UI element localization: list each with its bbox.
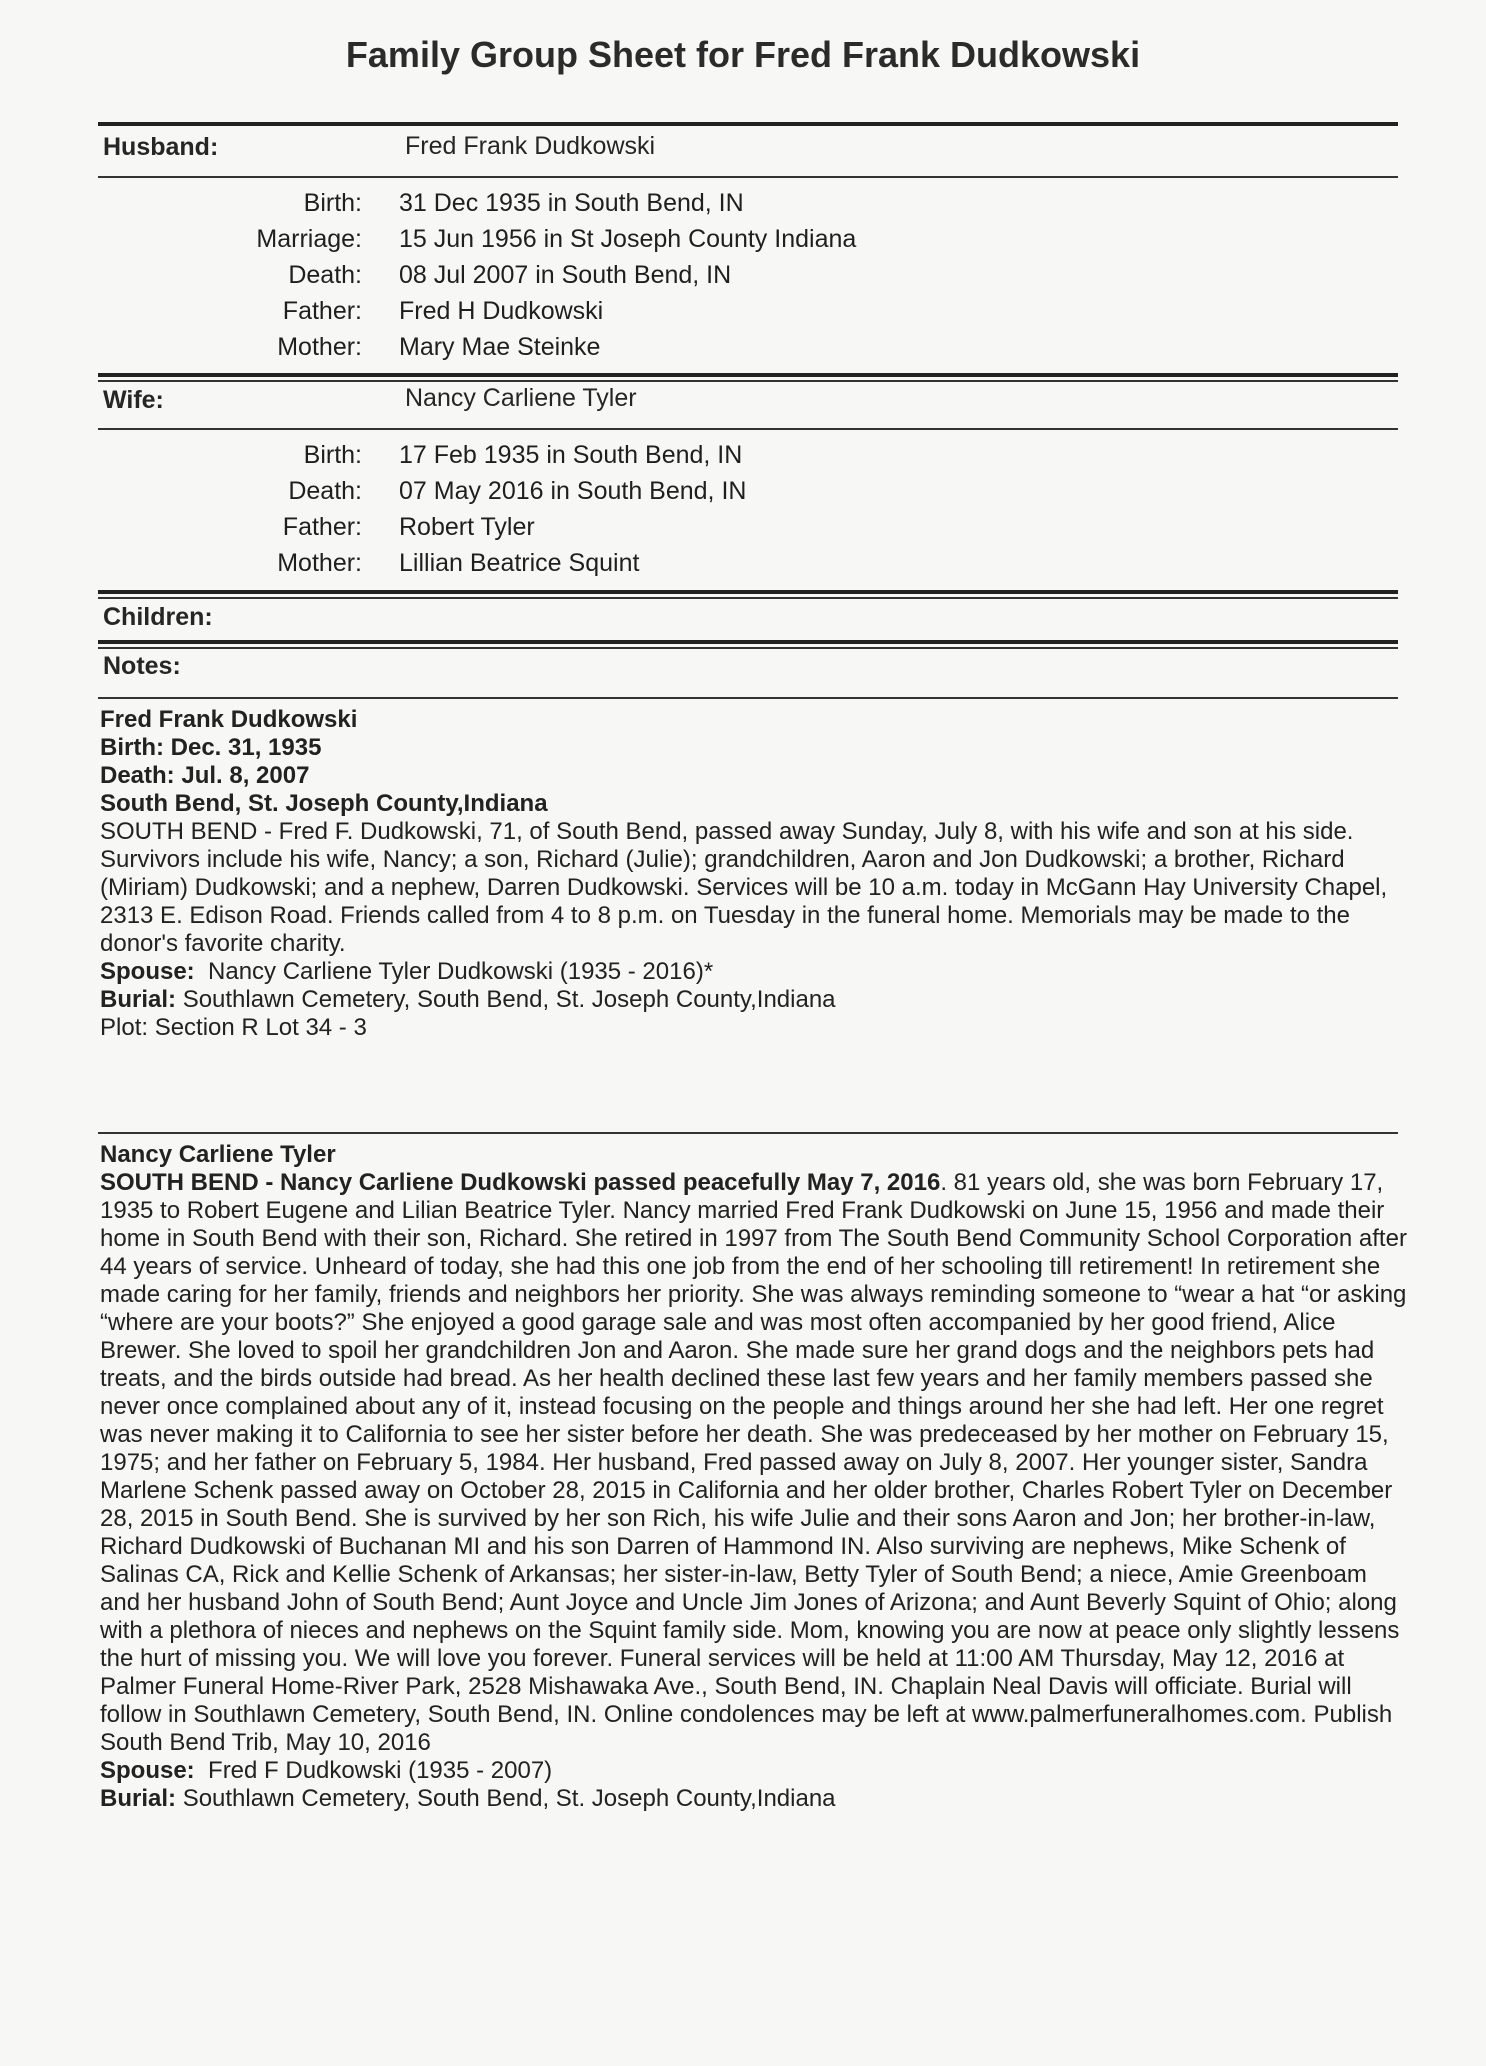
- spouse-label: Spouse:: [100, 958, 195, 985]
- burial-label: Burial:: [100, 986, 177, 1013]
- obituary-lead: SOUTH BEND - Nancy Carliene Dudkowski passed peacefully May 7, 2016: [100, 1169, 941, 1196]
- husband-label: Husband:: [103, 133, 219, 161]
- fact-value: Robert Tyler: [399, 513, 535, 541]
- spouse-line: [100, 1757, 1410, 1785]
- burial-line: [100, 1785, 1410, 1813]
- notes-label: Notes:: [103, 652, 181, 680]
- note-fred: [100, 706, 1410, 1042]
- spouse-value: Nancy Carliene Tyler Dudkowski (1935 - 2016)*: [208, 958, 714, 985]
- fact-label: Mother:: [277, 549, 362, 577]
- fact-value: Lillian Beatrice Squint: [399, 549, 640, 577]
- note-divider: [98, 1132, 1398, 1134]
- burial-line: [100, 986, 1410, 1014]
- fact-label: Birth:: [303, 441, 362, 469]
- obituary-body: . 81 years old, she was born February 17, 1935 to Robert Eugene and Lilian Beatrice Tyler. Nancy married Fred Frank Dudkowski on June 15, 1956 and made their home in South Bend with their son, Richard. She retired in 1997 from The South Bend Community School Corporation after 44 years of service. Unheard of today, she had this one job from the end of her schooling till retirement! In retirement she made caring for her family, friends and neighbors her priority. She was always reminding someone to “wear a hat “or asking “where are your boots?” She enjoyed a good garage sale and was most often accompanied by her good friend, Alice Brewer. She loved to spoil her grandchildren Jon and Aaron. She made sure her grand dogs and the neighbors pets had treats, and the birds outside had bread. As her health declined these last few years and her family members passed she never once complained about any of it, instead focusing on the people and things around her she had left. Her one regret was never making it to California to see her sister before her death. She was predeceased by her mother on February 15, 1975; and her father on February 5, 1984. Her husband, Fred passed away on July 8, 2007. Her younger sister, Sandra Marlene Schenk passed away on October 28, 2015 in California and her older brother, Charles Robert Tyler on December 28, 2015 in South Bend. She is survived by her son Rich, his wife Julie and their sons Aaron and Jon; her brother-in-law, Richard Dudkowski of Buchanan MI and his son Darren of Hammond IN. Also surviving are nephews, Mike Schenk of Salinas CA, Rick and Kellie Schenk of Arkansas; her sister-in-law, Betty Tyler of South Bend; a niece, Amie Greenboam and her husband John of South Bend; Aunt Joyce and Uncle Jim Jones of Arizona; and Aunt Beverly Squint of Ohio; along with a plethora of nieces and nephews on the Squint family side. Mom, knowing you are now at peace only slightly lessens the hurt of missing you. We will love you forever. Funeral services will be held at 11:00 AM Thursday, May 12, 2016 at Palmer Funeral Home-River Park, 2528 Mishawaka Ave., South Bend, IN. Chaplain Neal Davis will officiate. Burial will follow in Southlawn Cemetery, South Bend, IN. Online condolences may be left at www.palmerfuneralhomes.com. Publish South Bend Trib, May 10, 2016: [100, 1169, 1407, 1756]
- fact-row: [0, 545, 1486, 581]
- fact-label: Marriage:: [256, 225, 362, 253]
- children-label: Children:: [103, 603, 213, 631]
- obituary-text: [100, 1169, 1410, 1757]
- fact-value: Mary Mae Steinke: [399, 333, 601, 361]
- wife-label: Wife:: [103, 386, 164, 414]
- burial-value: Southlawn Cemetery, South Bend, St. Joseph County,Indiana: [182, 1785, 836, 1812]
- fact-value: 17 Feb 1935 in South Bend, IN: [399, 441, 743, 469]
- fact-label: Death:: [288, 477, 362, 505]
- spouse-value: Fred F Dudkowski (1935 - 2007): [208, 1757, 553, 1784]
- fact-label: Father:: [282, 297, 362, 325]
- wife-name: Nancy Carliene Tyler: [405, 384, 637, 412]
- section-rule: [98, 122, 1398, 126]
- fact-value: 15 Jun 1956 in St Joseph County Indiana: [399, 225, 857, 253]
- fact-row: [0, 221, 1486, 257]
- fact-label: Father:: [282, 513, 362, 541]
- obituary-text: SOUTH BEND - Fred F. Dudkowski, 71, of South Bend, passed away Sunday, July 8, with his wife and son at his side. Survivors include his wife, Nancy; a son, Richard (Julie); grandchildren, Aaron and Jon Dudkowski; a brother, Richard (Miriam) Dudkowski; and a nephew, Darren Dudkowski. Services will be 10 a.m. today in McGann Hay University Chapel, 2313 E. Edison Road. Friends called from 4 to 8 p.m. on Tuesday in the funeral home. Memorials may be made to the donor's favorite charity.: [100, 818, 1388, 957]
- burial-value: Southlawn Cemetery, South Bend, St. Joseph County,Indiana: [182, 986, 836, 1013]
- fact-label: Birth:: [303, 189, 362, 217]
- note-nancy: [100, 1141, 1410, 1813]
- plot-line: Plot: Section R Lot 34 - 3: [100, 1014, 367, 1041]
- fact-value: Fred H Dudkowski: [399, 297, 604, 325]
- page-title: Family Group Sheet for Fred Frank Dudkowski: [345, 34, 1141, 75]
- section-rule: [98, 428, 1398, 430]
- wife-facts: [0, 437, 1486, 581]
- section-rule: [98, 697, 1398, 699]
- fact-label: Mother:: [277, 333, 362, 361]
- fact-row: [0, 509, 1486, 545]
- note-death: Death: Jul. 8, 2007: [100, 762, 310, 789]
- burial-label: Burial:: [100, 1785, 177, 1812]
- fact-row: [0, 437, 1486, 473]
- section-rule: [98, 590, 1398, 599]
- husband-name: Fred Frank Dudkowski: [405, 132, 656, 160]
- fact-value: 07 May 2016 in South Bend, IN: [399, 477, 747, 505]
- note-heading: Fred Frank Dudkowski: [100, 706, 358, 733]
- fact-row: [0, 329, 1486, 365]
- section-rule: [98, 373, 1398, 382]
- fact-row: [0, 257, 1486, 293]
- note-birth: Birth: Dec. 31, 1935: [100, 734, 322, 761]
- fact-row: [0, 473, 1486, 509]
- note-place: South Bend, St. Joseph County,Indiana: [100, 790, 548, 817]
- fact-row: [0, 185, 1486, 221]
- spouse-label: Spouse:: [100, 1757, 195, 1784]
- section-rule: [98, 640, 1398, 649]
- fact-row: [0, 293, 1486, 329]
- section-rule: [98, 176, 1398, 178]
- fact-label: Death:: [288, 261, 362, 289]
- note-heading: Nancy Carliene Tyler: [100, 1141, 336, 1168]
- husband-facts: [0, 185, 1486, 365]
- spouse-line: [100, 958, 1410, 986]
- fact-value: 08 Jul 2007 in South Bend, IN: [399, 261, 732, 289]
- fact-value: 31 Dec 1935 in South Bend, IN: [399, 189, 744, 217]
